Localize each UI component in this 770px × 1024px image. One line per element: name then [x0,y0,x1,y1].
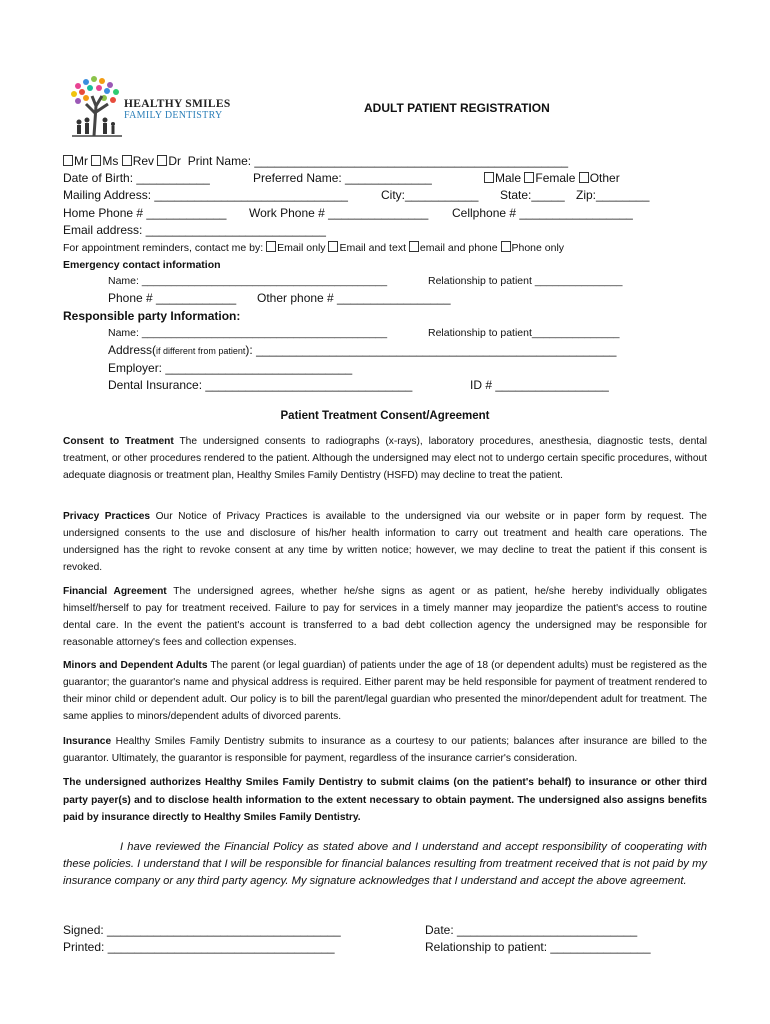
section-title: Minors and Dependent Adults [63,660,208,671]
acknowledgement-paragraph: I have reviewed the Financial Policy as stated above and I understand and accept responsibility of cooperating with these policies. I understand that I will be responsible for financial balances resulting from treatment received that is not paid by my insurance company or any third party agency. My signature acknowledges that I understand and accept the above agreement. [63,841,707,887]
title-mr-checkbox[interactable] [63,155,73,166]
responsible-relationship-field[interactable]: Relationship to patient_______________ [428,327,620,339]
title-ms-checkbox[interactable] [91,155,101,166]
address-note: if different from patient [156,346,246,356]
work-phone-field[interactable]: Work Phone # _______________ [249,206,429,220]
emergency-heading: Emergency contact information [63,259,221,271]
title-ms-label: Ms [102,154,119,168]
city-field[interactable]: City:___________ [381,188,479,202]
gender-other-checkbox[interactable] [579,172,589,183]
signed-field[interactable]: Signed: ___________________________________ [63,923,341,937]
section-text: The undersigned consents to radiographs (x-rays), laboratory procedures, anesthesia, diagnostic tests, dental treatment, or other procedures rendered to the patient. Although the undersigned may elect not to undergo certain specific procedures, without adequate diagnosis or treatment plan, Healthy Smiles Family Dentistry (HSFD) may decline to treat the patient. [63,436,708,481]
print-name-field[interactable]: Print Name: _______________________________________________ [187,154,569,168]
logo-text [124,98,231,122]
gender-male-label: Male [495,171,522,185]
insurance-section [63,733,707,767]
section-title: Consent to Treatment [63,436,174,447]
emergency-other-phone-field[interactable]: Other phone # _________________ [257,291,451,305]
date-field[interactable]: Date: ___________________________ [425,923,638,937]
reminder-email-phone-label: email and phone [419,242,498,254]
section-title: Insurance [63,736,112,747]
section-text: The undersigned agrees, whether he/she signs as agent or as patient, he/she hereby individually obligates himself/herself to pay for treatment received. Failure to pay for services in a timely manner may jeopardize the patient's access to routine dental care. In the event the patient's account is transferred to a bad debt collection agency the undersigned may be responsible for reasonable attorney's fees and collection expenses. [63,586,707,648]
section-text: Our Notice of Privacy Practices is available to the undersigned via our website or in paper form by request. The undersigned consents to the use and disclosure of his/her health information to carry out treatment and health care operations. The undersigned has the right to revoke consent at any time by written notice; however, we may decline to treat the patient if this consent is revoked. [63,511,707,573]
reminder-phone-only-checkbox[interactable] [501,241,511,252]
consent-heading: Patient Treatment Consent/Agreement [280,410,490,422]
gender-female-checkbox[interactable] [524,172,534,183]
gender-male-checkbox[interactable] [484,172,494,183]
reminder-phone-only-label: Phone only [511,242,565,254]
privacy-practices-section [63,508,707,576]
reminder-email-only-checkbox[interactable] [266,241,276,252]
address-suffix: ): ______________________________________________________ [245,343,617,357]
reminder-label: For appointment reminders, contact me by: [63,242,264,254]
section-text: Healthy Smiles Family Dentistry submits to insurance as a courtesy to our patients; balances after insurance are billed to the guarantor. Ultimately, the guarantor is responsible for payment, regardless of the insurance carrier's consideration. [63,736,707,764]
signature-relationship-field[interactable]: Relationship to patient: _______________ [425,940,651,954]
responsible-heading: Responsible party Information: [63,309,241,323]
responsible-address-field[interactable] [108,343,616,358]
consent-to-treatment-section [63,433,707,484]
home-phone-field[interactable]: Home Phone # ____________ [63,206,227,220]
logo-line1: HEALTHY SMILES [124,98,231,110]
reminder-email-only-label: Email only [277,242,326,254]
minors-dependent-section [63,657,707,725]
emergency-name-field[interactable]: Name: __________________________________________ [108,275,388,287]
title-rev-label: Rev [132,154,155,168]
section-title: Financial Agreement [63,586,167,597]
page-title: ADULT PATIENT REGISTRATION [364,101,550,115]
section-text: The parent (or legal guardian) of patients under the age of 18 (or dependent adults) must be registered as the guarantor; the guarantor's name and physical address is required. Either parent may be held responsible for payment of treatment rendered to their minor child or dependent adult. Our policy is to bill the parent/legal guardian who presented the minor/dependent adult for treatment. The same applies to minors/dependent adults of divorced parents. [63,660,707,722]
title-mr-label: Mr [74,154,88,168]
section-title: Privacy Practices [63,511,151,522]
responsible-name-field[interactable]: Name: __________________________________________ [108,327,388,339]
logo-line2: FAMILY DENTISTRY [124,110,223,121]
reminder-row [63,241,564,255]
gender-female-label: Female [535,171,576,185]
dob-field[interactable]: Date of Birth: ___________ [63,171,210,185]
title-rev-checkbox[interactable] [122,155,132,166]
printed-field[interactable]: Printed: __________________________________ [63,940,335,954]
email-field[interactable]: Email address: ___________________________ [63,223,326,237]
financial-agreement-section [63,583,707,651]
state-field[interactable]: State:_____ [500,188,565,202]
zip-field[interactable]: Zip:________ [576,188,650,202]
emergency-relationship-field[interactable]: Relationship to patient _______________ [428,275,623,287]
name-row [63,154,568,168]
reminder-email-text-checkbox[interactable] [328,241,338,252]
preferred-name-field[interactable]: Preferred Name: _____________ [253,171,432,185]
emergency-phone-field[interactable]: Phone # ____________ [108,291,237,305]
dental-insurance-field[interactable]: Dental Insurance: _______________________________ [108,378,413,392]
reminder-email-text-label: Email and text [339,242,406,254]
title-dr-checkbox[interactable] [157,155,167,166]
tree-icon [71,76,122,136]
authorization-paragraph: The undersigned authorizes Healthy Smiles Family Dentistry to submit claims (on the patient's behalf) to insurance or other third party payer(s) and to disclose health information to the extent necessary to obtain payment. The undersigned also assigns benefits paid by insurance directly to Healthy Smiles Family Dentistry. [63,777,707,823]
title-dr-label: Dr [168,154,182,168]
employer-field[interactable]: Employer: ____________________________ [108,361,353,375]
mailing-address-field[interactable]: Mailing Address: _____________________________ [63,188,348,202]
cellphone-field[interactable]: Cellphone # _________________ [452,206,633,220]
gender-row [484,171,620,185]
address-prefix: Address( [108,343,157,357]
gender-other-label: Other [589,171,620,185]
reminder-email-phone-checkbox[interactable] [409,241,419,252]
insurance-id-field[interactable]: ID # _________________ [470,378,609,392]
